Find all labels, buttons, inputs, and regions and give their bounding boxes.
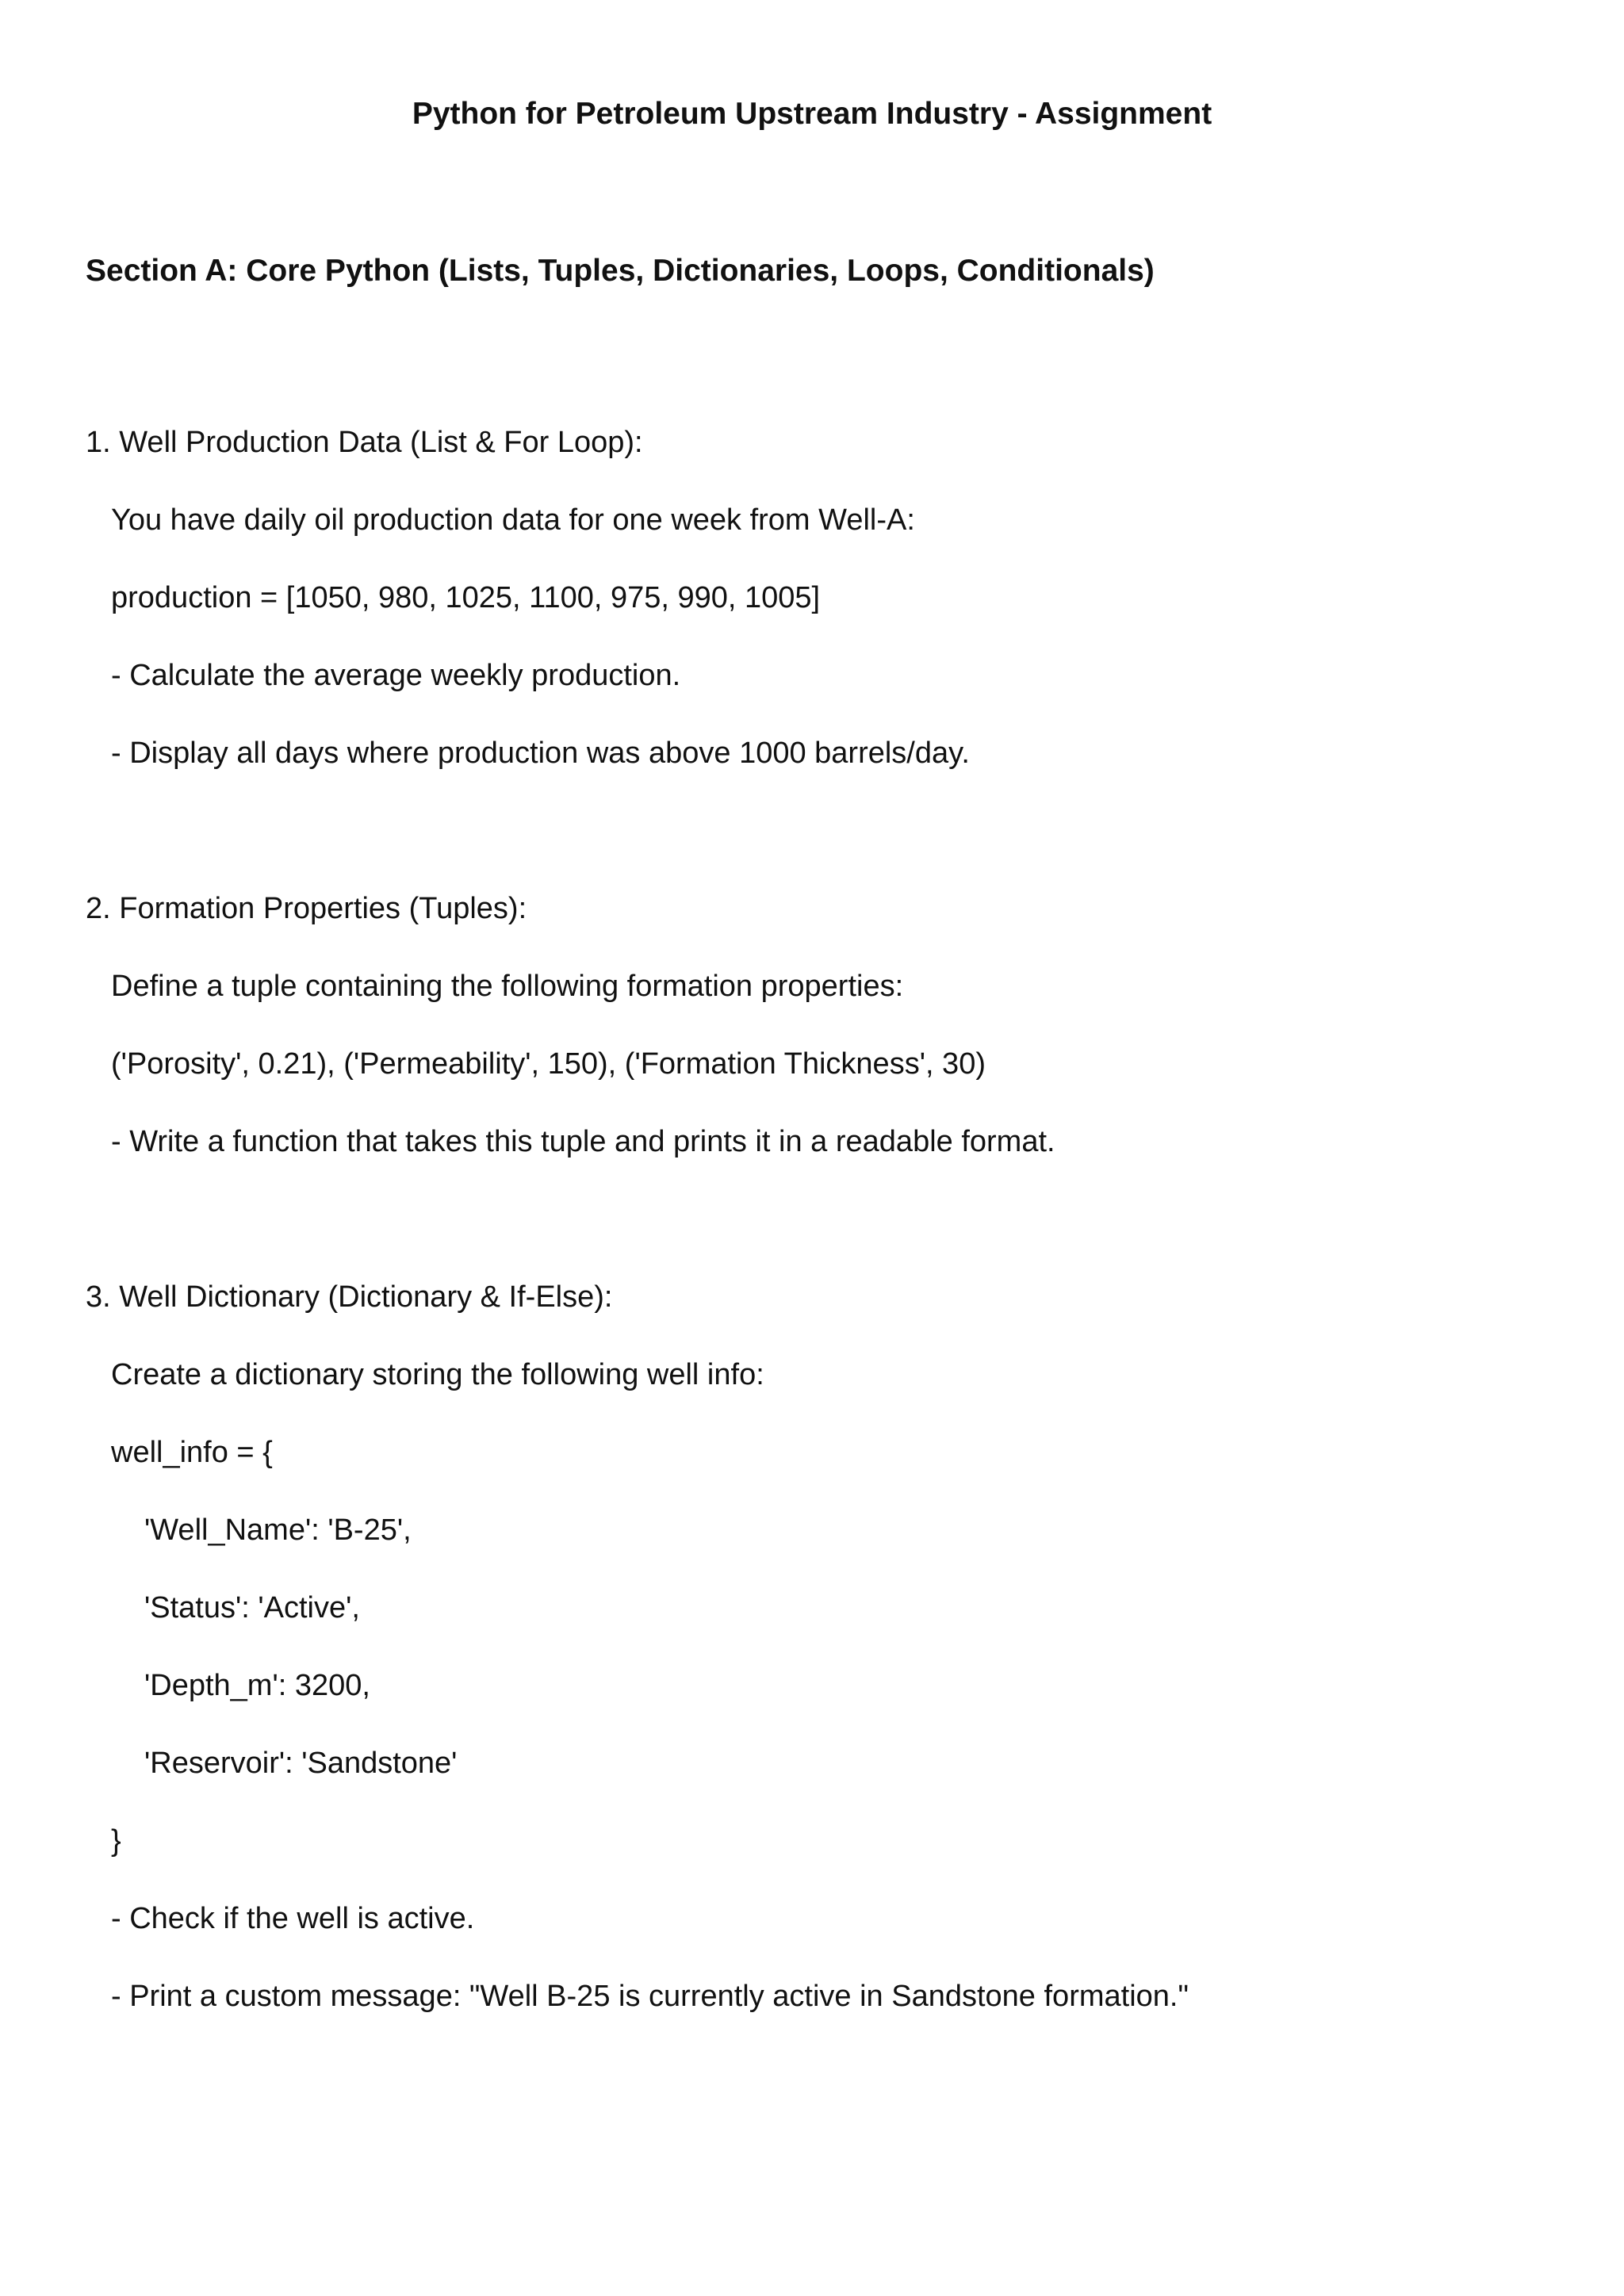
question-3-line-7: }	[111, 1824, 121, 1858]
question-1-heading: 1. Well Production Data (List & For Loop):	[86, 426, 643, 459]
question-3-line-2: well_info = {	[111, 1436, 273, 1469]
question-1-line-1: You have daily oil production data for one week from Well-A:	[111, 503, 915, 537]
question-3-heading: 3. Well Dictionary (Dictionary & If-Else):	[86, 1280, 613, 1314]
question-1-line-4: - Display all days where production was above 1000 barrels/day.	[111, 737, 970, 770]
question-3-line-8: - Check if the well is active.	[111, 1902, 475, 1935]
question-3-line-5: 'Depth_m': 3200,	[144, 1669, 370, 1702]
question-3-line-1: Create a dictionary storing the following well info:	[111, 1358, 764, 1391]
question-2-line-1: Define a tuple containing the following formation properties:	[111, 970, 904, 1003]
question-3-line-3: 'Well_Name': 'B-25',	[144, 1513, 412, 1547]
question-1-line-2: production = [1050, 980, 1025, 1100, 975, 990, 1005]	[111, 581, 821, 614]
question-1-line-3: - Calculate the average weekly production.	[111, 659, 681, 692]
question-2-heading: 2. Formation Properties (Tuples):	[86, 892, 527, 925]
question-3-line-6: 'Reservoir': 'Sandstone'	[144, 1747, 458, 1780]
question-2-line-3: - Write a function that takes this tuple and prints it in a readable format.	[111, 1125, 1055, 1158]
question-3-line-9: - Print a custom message: "Well B-25 is currently active in Sandstone formation."	[111, 1980, 1189, 2013]
question-2-line-2: ('Porosity', 0.21), ('Permeability', 150), ('Formation Thickness', 30)	[111, 1047, 986, 1081]
question-3-line-4: 'Status': 'Active',	[144, 1591, 360, 1624]
document-title: Python for Petroleum Upstream Industry - Assignment	[412, 97, 1212, 131]
section-heading: Section A: Core Python (Lists, Tuples, Dictionaries, Loops, Conditionals)	[86, 254, 1155, 288]
